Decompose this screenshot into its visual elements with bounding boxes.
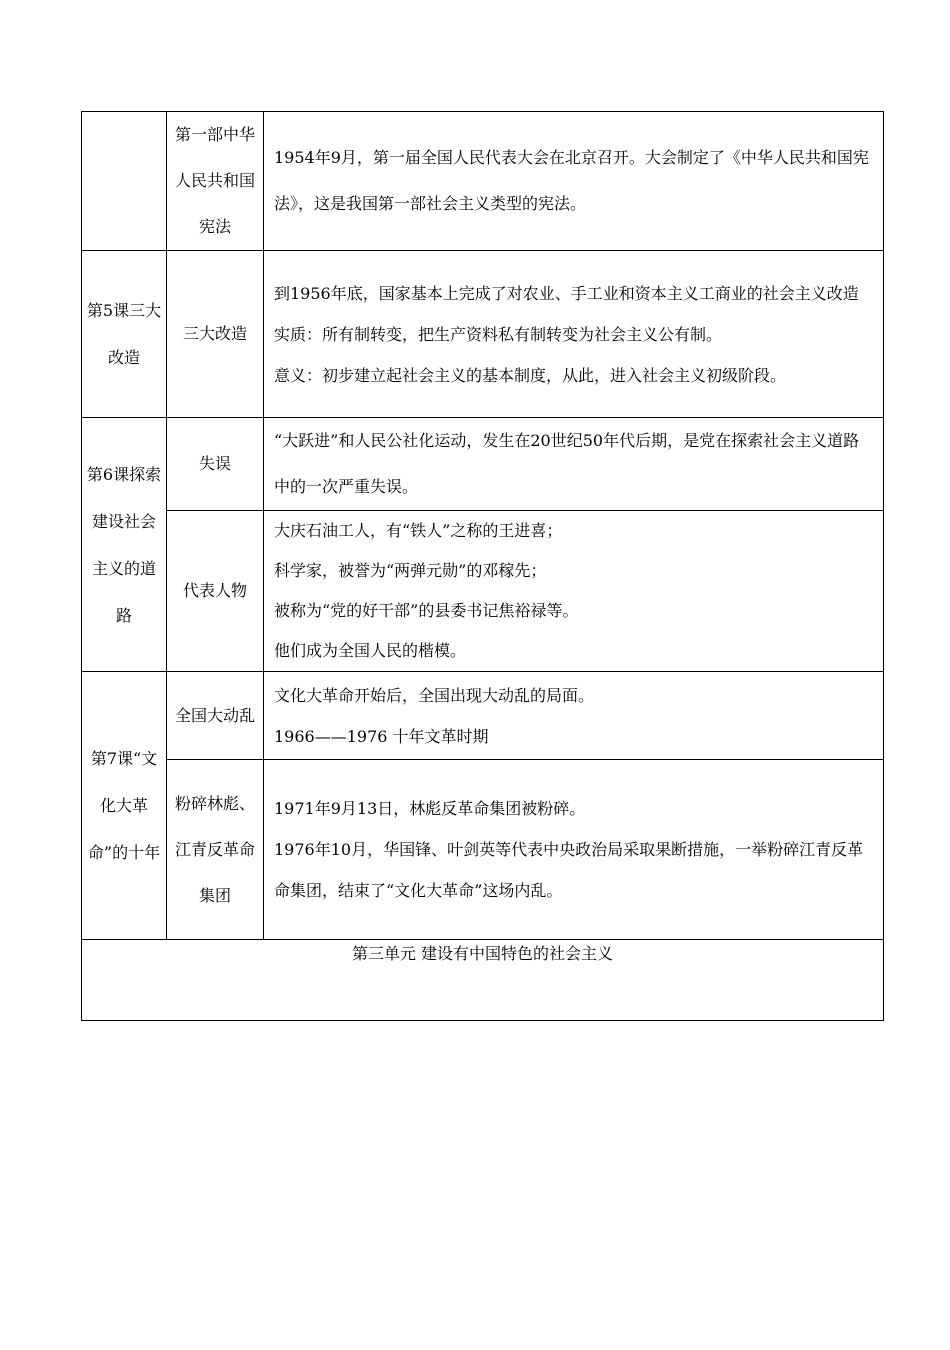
table-row <box>82 251 884 418</box>
content-line: “大跃进”和人民公社化运动，发生在20世纪50年代后期，是党在探索社会主义道路中的一次严重失误。 <box>274 431 860 496</box>
content-line: 他们成为全国人民的楷模。 <box>274 641 467 660</box>
content-line: 1971年9月13日，林彪反革命集团被粉碎。 <box>274 799 586 818</box>
content-cell <box>264 418 884 511</box>
content-line: 科学家，被誉为“两弹元勋”的邓稼先； <box>274 561 547 580</box>
lesson-cell <box>82 418 167 672</box>
topic-cell <box>167 251 264 418</box>
content-cell <box>264 760 884 940</box>
content-line: 文化大革命开始后，全国出现大动乱的局面。 <box>274 685 595 705</box>
content-line: 实质：所有制转变，把生产资料私有制转变为社会主义公有制。 <box>274 324 723 344</box>
table-row <box>82 511 884 672</box>
unit-title-cell <box>82 940 884 1021</box>
topic-label: 失误 <box>198 454 231 473</box>
table-row <box>82 112 884 251</box>
topic-label: 代表人物 <box>182 581 247 600</box>
content-line: 1966——1976 十年文革时期 <box>274 726 489 746</box>
content-line: 1976年10月，华国锋、叶剑英等代表中央政治局采取果断措施，一举粉碎江青反革命集团，结束了“文化大革命”这场内乱。 <box>274 840 864 900</box>
content-cell <box>264 672 884 760</box>
content-line: 大庆石油工人，有“铁人”之称的王进喜； <box>274 521 563 540</box>
topic-label: 粉碎林彪、江青反革命集团 <box>174 793 255 905</box>
table-row <box>82 672 884 760</box>
lesson-label: 第7课“文化大革命”的十年 <box>87 749 161 862</box>
content-cell <box>264 251 884 418</box>
topic-label: 全国大动乱 <box>174 705 255 725</box>
topic-cell <box>167 418 264 511</box>
lesson-cell <box>82 672 167 940</box>
lesson-label: 第6课探索建设社会主义的道路 <box>86 464 162 625</box>
table-row <box>82 940 884 1021</box>
lesson-label: 第5课三大改造 <box>86 301 162 367</box>
topic-cell <box>167 760 264 940</box>
topic-label: 第一部中华人民共和国宪法 <box>174 125 255 236</box>
content-cell <box>264 112 884 251</box>
unit-title: 第三单元 建设有中国特色的社会主义 <box>351 944 614 963</box>
content-line: 1954年9月，第一届全国人民代表大会在北京召开。大会制定了《中华人民共和国宪法》，这是我国第一部社会主义类型的宪法。 <box>274 148 869 213</box>
topic-cell <box>167 672 264 760</box>
topic-label: 三大改造 <box>182 324 247 343</box>
topic-cell <box>167 112 264 251</box>
content-line: 到1956年底，国家基本上完成了对农业、手工业和资本主义工商业的社会主义改造 <box>274 283 859 303</box>
table-row <box>82 760 884 940</box>
table-row <box>82 418 884 511</box>
lesson-cell-empty <box>82 112 167 251</box>
content-cell <box>264 511 884 672</box>
content-line: 意义：初步建立起社会主义的基本制度，从此，进入社会主义初级阶段。 <box>274 365 787 385</box>
lesson-cell <box>82 251 167 418</box>
content-line: 被称为“党的好干部”的县委书记焦裕禄等。 <box>274 601 579 620</box>
topic-cell <box>167 511 264 672</box>
history-summary-table <box>81 111 884 1021</box>
